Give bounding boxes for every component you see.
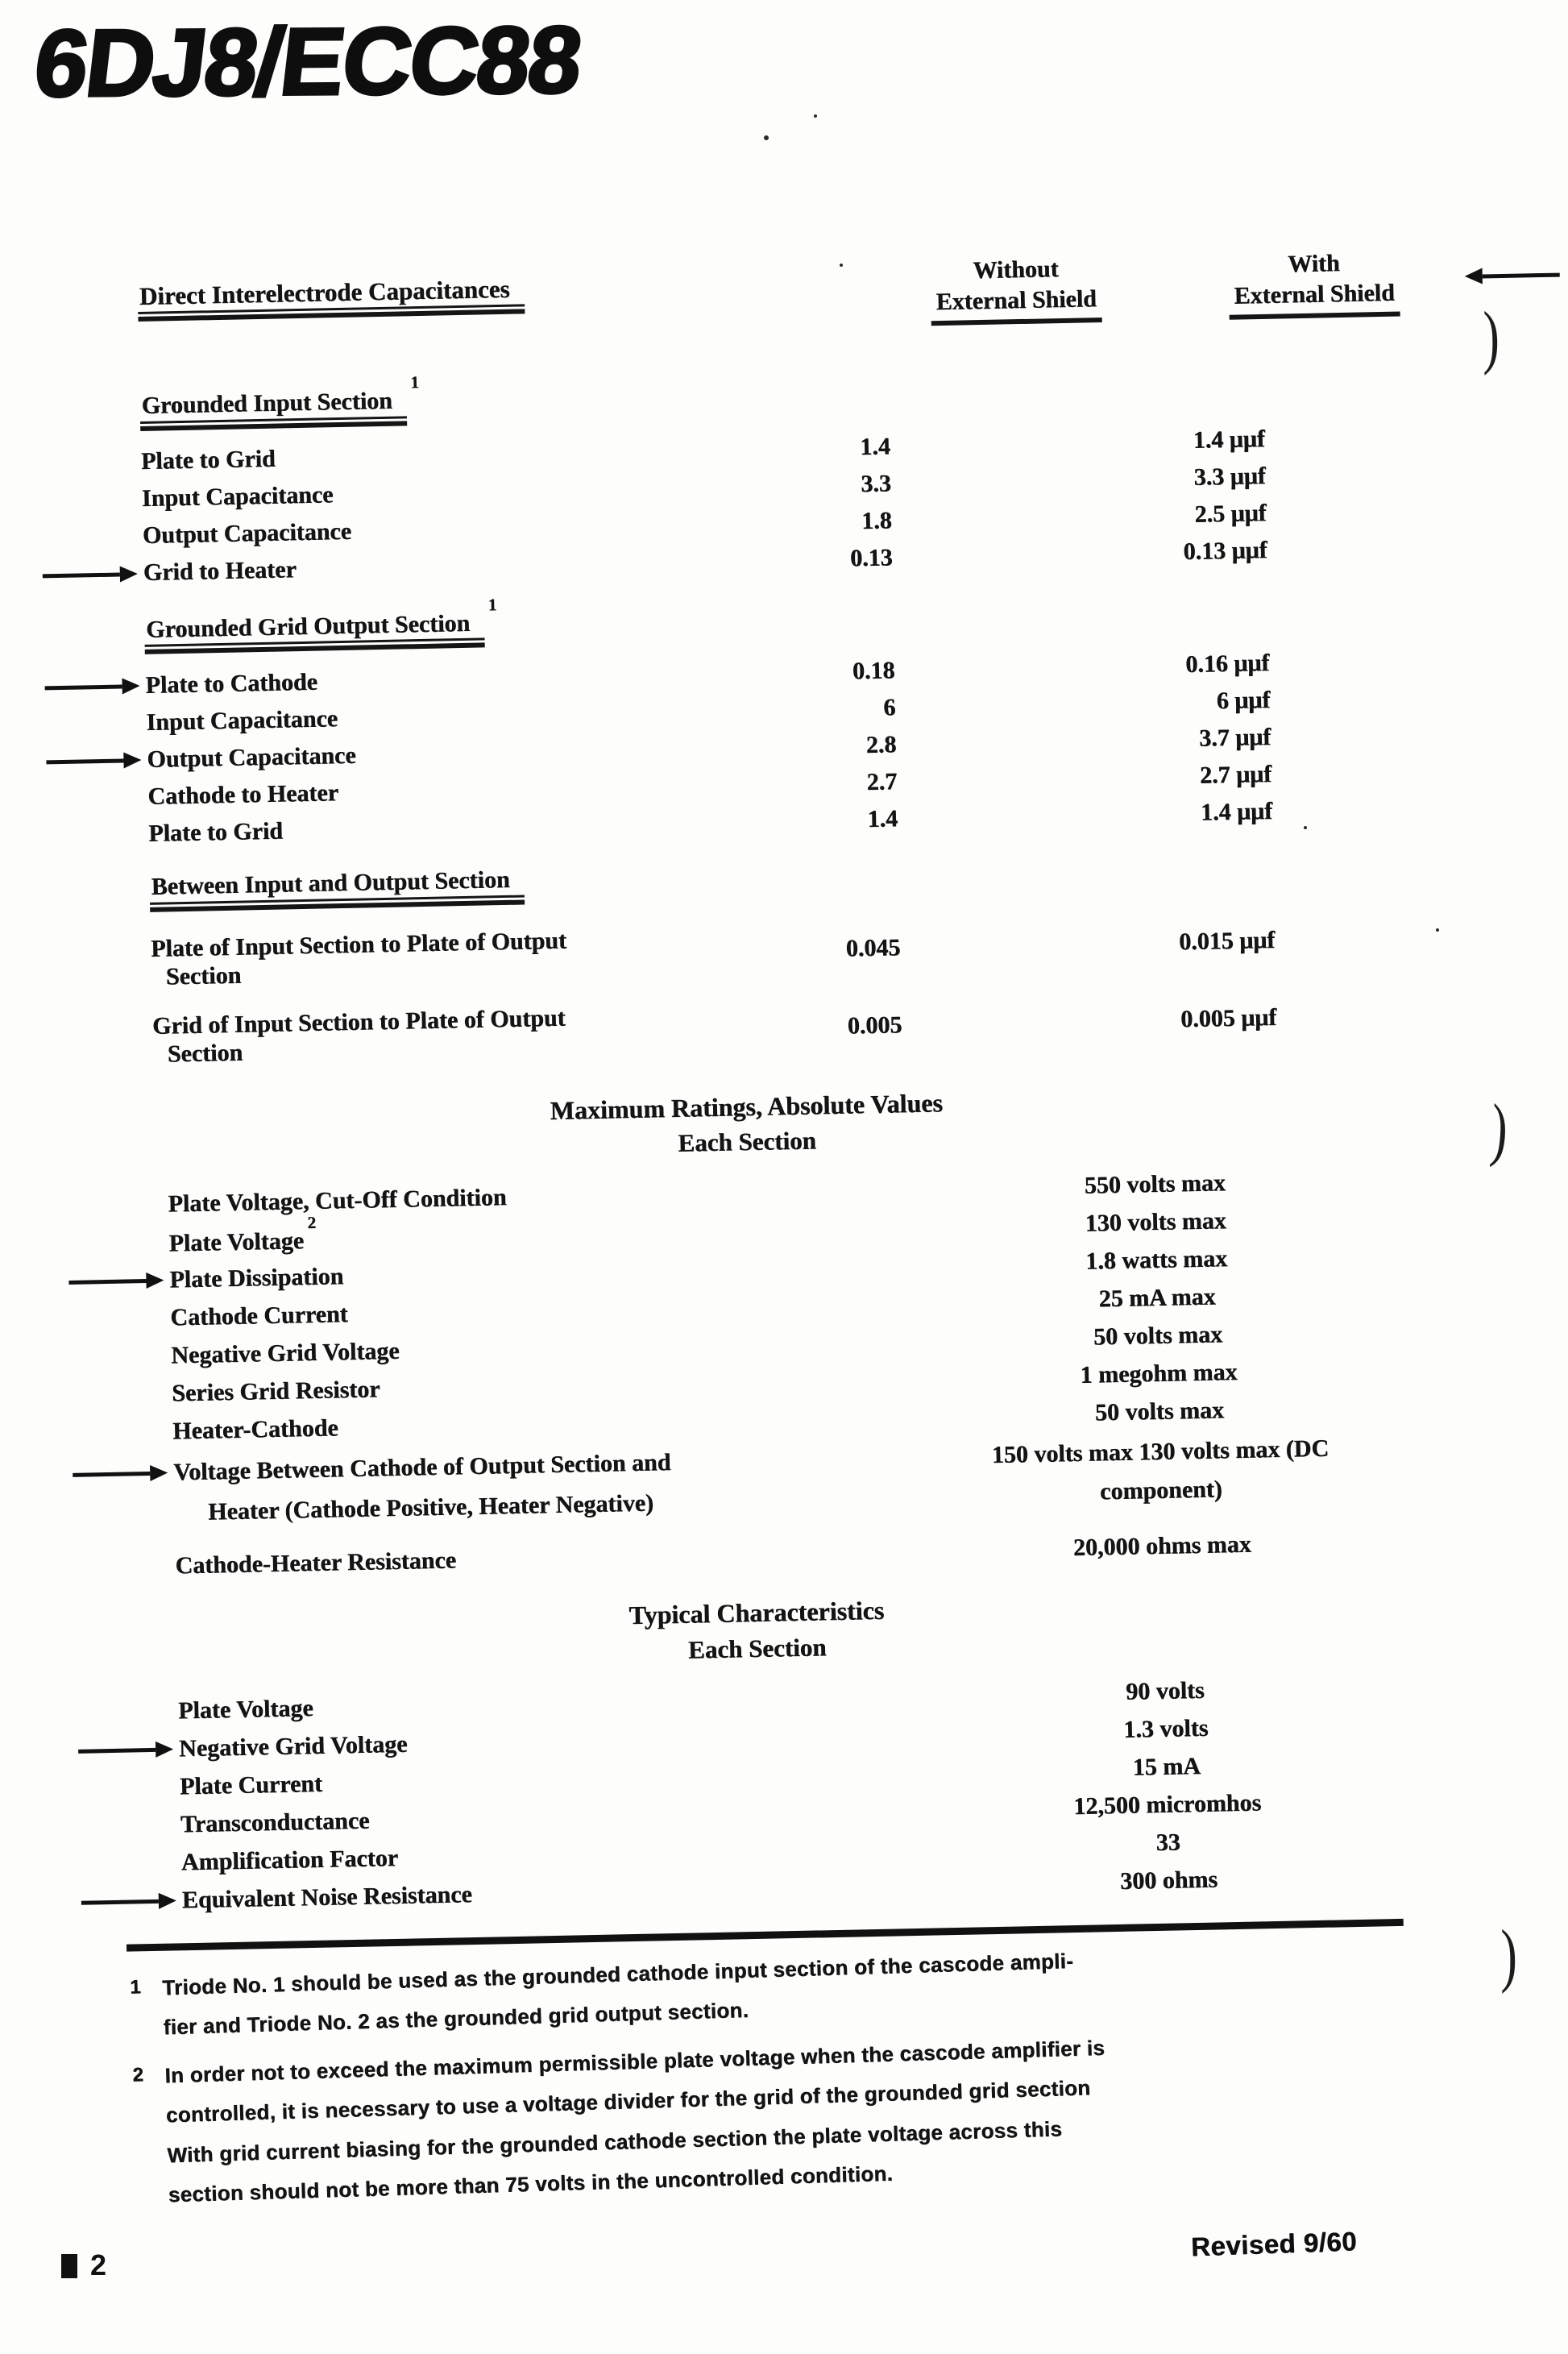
- section-title-grounded-input: Grounded Input Section$^1$: [139, 363, 1429, 431]
- page-title: 6DJ8/ECC88: [29, 6, 587, 118]
- capacitance-rows: [141, 417, 1433, 592]
- row-label: Plate to Grid: [147, 817, 284, 847]
- annotation-arrow-right-icon: [68, 1272, 164, 1290]
- value-without-shield: 0.13: [849, 544, 893, 572]
- scan-speckle: [840, 264, 843, 267]
- table-row: [163, 1522, 1453, 1586]
- value-without-shield: 1.4: [860, 433, 891, 461]
- square-bullet-icon: [61, 2254, 77, 2278]
- typical-characteristics-heading: Typical Characteristics Each Section: [628, 1595, 885, 1664]
- value-with-shield: 3.3 μμf: [1193, 463, 1267, 491]
- value-with-shield: 2.5 μμf: [1194, 500, 1267, 528]
- row-label: Grid of Input Section to Plate of Output Section: [151, 1004, 566, 1067]
- footnote-2: [132, 2018, 1467, 2216]
- capacitance-rows: [145, 641, 1437, 853]
- value-with-shield: 1.4 μμf: [1193, 426, 1266, 454]
- annotation-arrow-right-icon: [73, 1464, 168, 1482]
- value-without-shield: 0.18: [852, 656, 895, 685]
- row-label: Equivalent Noise Resistance: [182, 1870, 996, 1915]
- row-label: Plate to Grid: [140, 445, 276, 475]
- page-number: 2: [61, 2248, 106, 2282]
- row-label: Plate to Cathode: [145, 660, 730, 700]
- row-label: Cathode to Heater: [147, 778, 339, 810]
- margin-scan-mark: ): [1500, 1916, 1517, 1995]
- row-value: 20,000 ohms max: [1072, 1530, 1252, 1562]
- row-value: 130 volts max: [1085, 1207, 1227, 1237]
- row-label: Grid to Heater: [143, 548, 728, 587]
- row-label: Heater-Cathode: [172, 1414, 338, 1445]
- scan-speckle: [814, 114, 817, 118]
- column-header-with-shield: [1180, 247, 1448, 321]
- capacitance-heading: Direct Interelectrode Capacitances: [138, 274, 525, 321]
- capacitance-rows: [151, 899, 1443, 1079]
- row-value: 1 megohm max: [1080, 1359, 1238, 1389]
- footnote-text: In order not to exceed the maximum permissible plate voltage when the cascode amplifier is controlled, it is necessary to use a voltage divider for the grid of the grounded grid section With grid current biasing for the grounded cathode section the plate voltage across this section should not be more than 75 volts in the uncontrolled condition.: [164, 2035, 1105, 2207]
- row-label: Output Capacitance: [147, 734, 732, 774]
- row-value: 33: [1155, 1829, 1180, 1856]
- column-header-line: Without: [973, 255, 1059, 284]
- row-label: Plate of Input Section to Plate of Output Section: [150, 927, 567, 990]
- value-with-shield: 0.005 μμf: [1180, 1004, 1277, 1033]
- column-header-without-shield: [882, 254, 1150, 327]
- section-title-between-sections: Between Input and Output Section: [149, 848, 1439, 912]
- footnote-number: 2: [132, 2064, 144, 2086]
- value-without-shield: 0.045: [845, 934, 901, 962]
- row-label: Plate Voltage$^2$: [168, 1212, 317, 1257]
- row-label: Negative Grid Voltage: [179, 1719, 993, 1763]
- row-value: 1.3 volts: [1123, 1714, 1209, 1743]
- row-value: 550 volts max: [1084, 1169, 1226, 1199]
- value-without-shield: 1.4: [867, 804, 898, 832]
- value-with-shield: 0.015 μμf: [1178, 927, 1276, 956]
- revision-date: Revised 9/60: [1190, 2226, 1358, 2262]
- footnote-text: Triode No. 1 should be used as the grounded cathode input section of the cascode ampli- fier and Triode No. 2 as the grounded grid output section.: [161, 1949, 1074, 2041]
- row-label: Series Grid Resistor: [171, 1376, 380, 1407]
- annotation-arrow-right-icon: [43, 566, 138, 583]
- margin-scan-mark: ): [1483, 298, 1500, 376]
- column-header-line: External Shield: [1229, 279, 1400, 320]
- value-without-shield: 1.8: [861, 507, 893, 535]
- footnote-number: 1: [129, 1976, 142, 1999]
- footnote-ref: 2: [307, 1212, 317, 1233]
- footnote-ref: 1: [410, 372, 420, 392]
- value-with-shield: 0.13 μμf: [1183, 537, 1267, 566]
- row-value: 1.8 watts max: [1085, 1245, 1228, 1275]
- column-header-line: With: [1287, 250, 1340, 278]
- annotation-arrow-right-icon: [78, 1741, 173, 1758]
- row-label: Plate Voltage: [177, 1694, 313, 1724]
- row-value: 90 volts: [1125, 1676, 1205, 1705]
- annotation-arrow-right-icon: [81, 1892, 176, 1910]
- row-value: 300 ohms: [1119, 1866, 1218, 1895]
- section-title-grounded-grid-output: Grounded Grid Output Section$^1$: [144, 587, 1434, 654]
- row-label: Amplification Factor: [180, 1844, 399, 1875]
- footnote-ref: 1: [487, 594, 497, 614]
- value-without-shield: 2.7: [866, 767, 898, 795]
- row-value: 15 mA: [1132, 1752, 1201, 1781]
- annotation-arrow-right-icon: [46, 752, 141, 770]
- annotation-arrow-right-icon: [44, 678, 139, 695]
- row-value: 12,500 micromhos: [1073, 1789, 1262, 1820]
- row-value: 50 volts max: [1094, 1397, 1225, 1426]
- value-with-shield: 0.16 μμf: [1184, 649, 1270, 678]
- margin-scan-mark: ): [1487, 1090, 1511, 1171]
- column-header-line: External Shield: [931, 284, 1101, 326]
- row-label: Negative Grid Voltage: [170, 1337, 400, 1369]
- datasheet-content: [129, 234, 1465, 2215]
- value-with-shield: 3.7 μμf: [1198, 723, 1271, 752]
- row-label: Plate Current: [179, 1770, 323, 1800]
- row-label: Voltage Between Cathode of Output Section and Heater (Cathode Positive, Heater Negative): [173, 1436, 989, 1533]
- row-value: 50 volts max: [1093, 1321, 1223, 1351]
- row-label: Input Capacitance: [146, 704, 338, 736]
- value-with-shield: 1.4 μμf: [1200, 797, 1273, 826]
- row-label: Cathode-Heater Resistance: [175, 1546, 457, 1580]
- value-without-shield: 6: [883, 693, 896, 721]
- scan-speckle: [764, 135, 769, 140]
- row-label: Output Capacitance: [142, 517, 352, 550]
- scan-speckle: [1436, 928, 1439, 932]
- row-label: Plate Dissipation: [169, 1250, 983, 1294]
- scan-speckle: [1304, 826, 1307, 829]
- row-value: 25 mA max: [1098, 1283, 1216, 1313]
- typical-characteristics-rows: [166, 1667, 1459, 1920]
- footnotes: [130, 1930, 1467, 2216]
- value-with-shield: 2.7 μμf: [1199, 760, 1272, 789]
- row-label: Input Capacitance: [141, 481, 334, 513]
- row-label: Plate Voltage, Cut-Off Condition: [168, 1184, 507, 1218]
- row-values: 150 volts max 130 volts max (DC component): [991, 1434, 1329, 1505]
- max-ratings-rows: [156, 1160, 1453, 1586]
- value-without-shield: 2.8: [865, 730, 897, 758]
- value-without-shield: 3.3: [860, 470, 892, 498]
- annotation-arrow-left-icon: [1465, 267, 1560, 284]
- row-label: Transconductance: [180, 1807, 370, 1837]
- row-label: Cathode Current: [170, 1301, 348, 1331]
- capacitance-table-header: [137, 234, 1428, 368]
- value-with-shield: 6 μμf: [1216, 686, 1271, 714]
- max-ratings-heading: Maximum Ratings, Absolute Values Each Section: [550, 1087, 944, 1158]
- value-without-shield: 0.005: [847, 1011, 902, 1040]
